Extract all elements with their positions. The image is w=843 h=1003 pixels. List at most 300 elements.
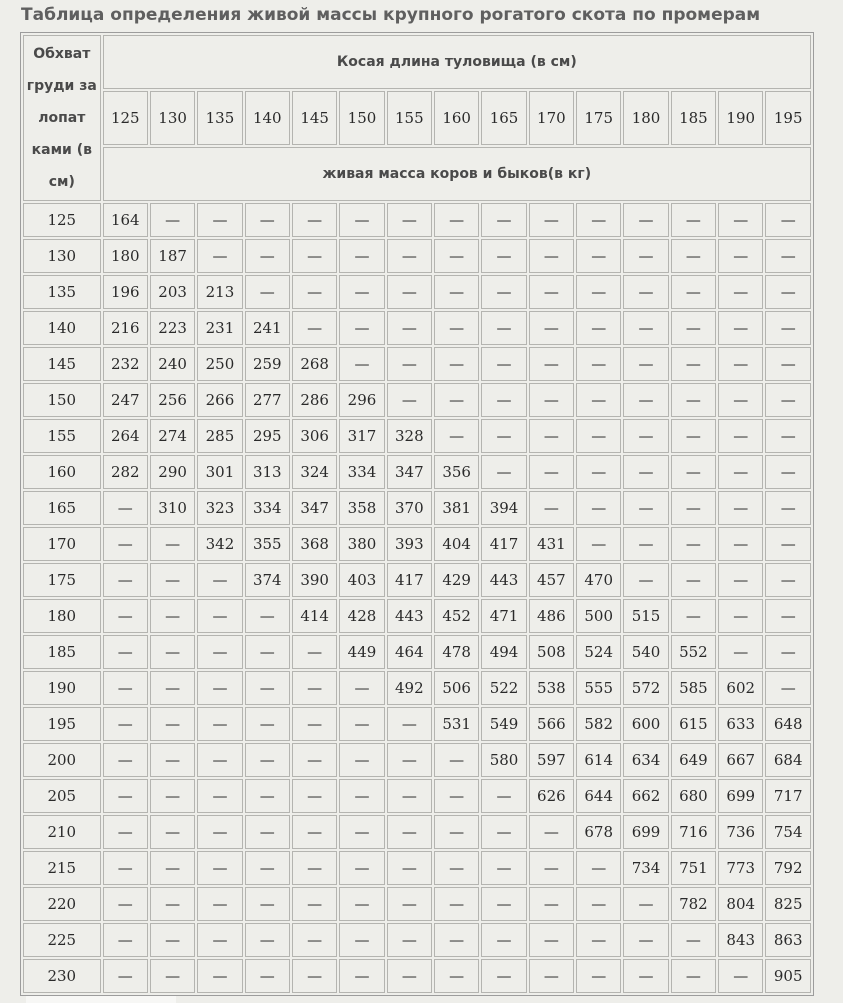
mass-cell: — [339, 959, 384, 993]
mass-cell: — [150, 815, 195, 849]
mass-cell: — [765, 419, 811, 453]
table-row [23, 851, 811, 885]
mass-cell: — [197, 815, 242, 849]
mass-cell: — [765, 563, 811, 597]
mass-cell: 649 [671, 743, 716, 777]
mass-cell: 585 [671, 671, 716, 705]
mass-cell: 381 [434, 491, 479, 525]
table-row [23, 239, 811, 273]
mass-cell: — [718, 419, 763, 453]
mass-cell: 355 [245, 527, 290, 561]
mass-cell: 317 [339, 419, 384, 453]
mass-cell: — [387, 275, 432, 309]
mass-cell: 626 [529, 779, 574, 813]
mass-cell: — [718, 635, 763, 669]
mass-cell: — [339, 203, 384, 237]
mass-cell: 306 [292, 419, 337, 453]
mass-cell: 717 [765, 779, 811, 813]
mass-cell: 492 [387, 671, 432, 705]
mass-cell: — [623, 563, 668, 597]
length-header-cell: 180 [623, 91, 668, 145]
mass-cell: — [434, 419, 479, 453]
mass-cell: — [718, 599, 763, 633]
mass-cell: — [718, 959, 763, 993]
mass-cell: — [387, 923, 432, 957]
mass-cell: — [529, 239, 574, 273]
mass-cell: — [529, 275, 574, 309]
mass-cell: — [671, 455, 716, 489]
mass-cell: 524 [576, 635, 621, 669]
mass-cell: 443 [481, 563, 526, 597]
mass-cell: 470 [576, 563, 621, 597]
mass-cell: — [671, 275, 716, 309]
mass-cell: 549 [481, 707, 526, 741]
mass-cell: 792 [765, 851, 811, 885]
length-header-cell: 135 [197, 91, 242, 145]
mass-cell: 431 [529, 527, 574, 561]
mass-cell: 274 [150, 419, 195, 453]
mass-cell: — [245, 851, 290, 885]
mass-cell: 452 [434, 599, 479, 633]
mass-cell: 324 [292, 455, 337, 489]
mass-cell: 736 [718, 815, 763, 849]
mass-cell: — [434, 815, 479, 849]
live-weight-table [20, 32, 814, 996]
mass-cell: — [103, 815, 148, 849]
girth-cell: 230 [23, 959, 101, 993]
length-header-cell: 160 [434, 91, 479, 145]
mass-cell: — [197, 671, 242, 705]
girth-cell: 125 [23, 203, 101, 237]
mass-header: живая масса коров и быков(в кг) [103, 147, 811, 201]
length-header-cell: 185 [671, 91, 716, 145]
mass-cell: — [576, 959, 621, 993]
mass-cell: — [576, 203, 621, 237]
mass-cell: — [481, 239, 526, 273]
mass-cell: 223 [150, 311, 195, 345]
mass-cell: — [339, 275, 384, 309]
mass-cell: — [292, 671, 337, 705]
mass-cell: — [197, 563, 242, 597]
girth-cell: 155 [23, 419, 101, 453]
header-row-length-values [23, 91, 811, 145]
mass-cell: — [623, 491, 668, 525]
mass-cell: 290 [150, 455, 195, 489]
mass-cell: — [718, 275, 763, 309]
girth-cell: 170 [23, 527, 101, 561]
mass-cell: 403 [339, 563, 384, 597]
mass-cell: 250 [197, 347, 242, 381]
mass-cell: 356 [434, 455, 479, 489]
mass-cell: — [576, 239, 621, 273]
mass-cell: — [292, 203, 337, 237]
girth-cell: 200 [23, 743, 101, 777]
length-header-cell: 170 [529, 91, 574, 145]
mass-cell: — [765, 455, 811, 489]
mass-cell: — [245, 815, 290, 849]
table-row [23, 923, 811, 957]
mass-cell: — [481, 275, 526, 309]
girth-cell: 190 [23, 671, 101, 705]
mass-cell: 684 [765, 743, 811, 777]
mass-cell: — [245, 671, 290, 705]
mass-cell: — [339, 815, 384, 849]
mass-cell: — [197, 779, 242, 813]
mass-cell: — [529, 203, 574, 237]
mass-cell: — [292, 239, 337, 273]
mass-cell: 782 [671, 887, 716, 921]
mass-cell: — [245, 743, 290, 777]
mass-cell: — [339, 923, 384, 957]
table-row [23, 563, 811, 597]
mass-cell: 264 [103, 419, 148, 453]
length-header-cell: 175 [576, 91, 621, 145]
mass-cell: — [103, 779, 148, 813]
mass-cell: 478 [434, 635, 479, 669]
mass-cell: — [434, 779, 479, 813]
mass-cell: — [671, 239, 716, 273]
mass-cell: 295 [245, 419, 290, 453]
mass-cell: — [197, 707, 242, 741]
mass-cell: — [150, 743, 195, 777]
mass-cell: 600 [623, 707, 668, 741]
length-header-cell: 165 [481, 91, 526, 145]
length-header-cell: 195 [765, 91, 811, 145]
mass-cell: — [292, 275, 337, 309]
mass-cell: 494 [481, 635, 526, 669]
girth-cell: 185 [23, 635, 101, 669]
mass-cell: — [150, 203, 195, 237]
mass-cell: 241 [245, 311, 290, 345]
mass-cell: 443 [387, 599, 432, 633]
mass-cell: 266 [197, 383, 242, 417]
mass-cell: 500 [576, 599, 621, 633]
mass-cell: 256 [150, 383, 195, 417]
mass-cell: — [197, 923, 242, 957]
mass-cell: — [481, 851, 526, 885]
mass-cell: — [434, 311, 479, 345]
mass-cell: — [765, 671, 811, 705]
mass-cell: — [339, 347, 384, 381]
mass-cell: — [623, 347, 668, 381]
mass-cell: 334 [339, 455, 384, 489]
mass-cell: — [481, 779, 526, 813]
mass-cell: 597 [529, 743, 574, 777]
header-row-length [23, 35, 811, 89]
mass-cell: — [292, 815, 337, 849]
mass-cell: 301 [197, 455, 242, 489]
mass-cell: 699 [623, 815, 668, 849]
mass-cell: — [481, 455, 526, 489]
mass-cell: — [529, 491, 574, 525]
mass-cell: — [671, 203, 716, 237]
mass-cell: — [103, 851, 148, 885]
mass-cell: — [623, 239, 668, 273]
mass-cell: — [387, 239, 432, 273]
mass-cell: — [718, 203, 763, 237]
mass-cell: 358 [339, 491, 384, 525]
mass-cell: — [103, 491, 148, 525]
mass-cell: — [150, 959, 195, 993]
mass-cell: 464 [387, 635, 432, 669]
mass-cell: — [481, 419, 526, 453]
mass-cell: — [671, 311, 716, 345]
mass-cell: — [387, 707, 432, 741]
mass-cell: — [623, 959, 668, 993]
mass-cell: — [103, 563, 148, 597]
mass-cell: — [103, 671, 148, 705]
mass-cell: — [623, 383, 668, 417]
mass-cell: 404 [434, 527, 479, 561]
mass-cell: — [765, 599, 811, 633]
mass-cell: 662 [623, 779, 668, 813]
mass-cell: — [292, 887, 337, 921]
mass-cell: — [245, 203, 290, 237]
mass-cell: 716 [671, 815, 716, 849]
mass-cell: — [576, 347, 621, 381]
mass-cell: — [671, 347, 716, 381]
mass-cell: 334 [245, 491, 290, 525]
mass-cell: — [718, 347, 763, 381]
mass-cell: — [197, 959, 242, 993]
mass-cell: 540 [623, 635, 668, 669]
mass-cell: — [387, 815, 432, 849]
mass-cell: 522 [481, 671, 526, 705]
mass-cell: 566 [529, 707, 574, 741]
mass-cell: 751 [671, 851, 716, 885]
mass-cell: 323 [197, 491, 242, 525]
mass-cell: — [529, 383, 574, 417]
mass-cell: — [529, 851, 574, 885]
mass-cell: — [103, 707, 148, 741]
mass-cell: 734 [623, 851, 668, 885]
mass-cell: — [197, 743, 242, 777]
mass-cell: — [292, 707, 337, 741]
header-row-mass [23, 147, 811, 201]
table-row [23, 887, 811, 921]
mass-cell: — [671, 419, 716, 453]
mass-cell: — [765, 491, 811, 525]
table-row [23, 779, 811, 813]
girth-cell: 150 [23, 383, 101, 417]
mass-cell: 449 [339, 635, 384, 669]
mass-cell: — [150, 671, 195, 705]
mass-cell: — [623, 275, 668, 309]
girth-cell: 135 [23, 275, 101, 309]
mass-cell: — [623, 923, 668, 957]
table-container [20, 32, 814, 996]
table-row [23, 671, 811, 705]
mass-cell: — [245, 923, 290, 957]
mass-cell: 457 [529, 563, 574, 597]
mass-cell: — [387, 383, 432, 417]
mass-cell: — [339, 779, 384, 813]
mass-cell: — [245, 239, 290, 273]
mass-cell: — [529, 455, 574, 489]
length-header-cell: 150 [339, 91, 384, 145]
mass-cell: — [529, 419, 574, 453]
mass-cell: 615 [671, 707, 716, 741]
mass-cell: 582 [576, 707, 621, 741]
mass-cell: — [576, 311, 621, 345]
mass-cell: 368 [292, 527, 337, 561]
table-row [23, 203, 811, 237]
mass-cell: 213 [197, 275, 242, 309]
mass-cell: — [150, 923, 195, 957]
mass-cell: — [339, 887, 384, 921]
mass-cell: — [292, 743, 337, 777]
corner-header-chest-girth: Обхват груди за лопат ками (в см) [23, 35, 101, 201]
mass-cell: — [150, 527, 195, 561]
mass-cell: — [245, 635, 290, 669]
mass-cell: — [718, 311, 763, 345]
mass-cell: — [387, 311, 432, 345]
mass-cell: — [623, 887, 668, 921]
mass-cell: — [339, 743, 384, 777]
table-row [23, 275, 811, 309]
mass-cell: — [576, 383, 621, 417]
mass-cell: 555 [576, 671, 621, 705]
mass-cell: 268 [292, 347, 337, 381]
mass-cell: — [671, 959, 716, 993]
mass-cell: 506 [434, 671, 479, 705]
mass-cell: — [481, 203, 526, 237]
mass-cell: — [292, 779, 337, 813]
table-row [23, 347, 811, 381]
length-header-cell: 155 [387, 91, 432, 145]
mass-cell: — [339, 707, 384, 741]
mass-cell: 328 [387, 419, 432, 453]
mass-cell: — [481, 923, 526, 957]
mass-cell: 232 [103, 347, 148, 381]
mass-cell: 347 [292, 491, 337, 525]
mass-cell: 428 [339, 599, 384, 633]
mass-cell: 429 [434, 563, 479, 597]
mass-cell: 374 [245, 563, 290, 597]
mass-cell: — [529, 311, 574, 345]
mass-cell: 180 [103, 239, 148, 273]
length-header-cell: 125 [103, 91, 148, 145]
mass-cell: 231 [197, 311, 242, 345]
mass-cell: — [103, 923, 148, 957]
mass-cell: — [434, 923, 479, 957]
mass-cell: — [150, 779, 195, 813]
mass-cell: — [576, 527, 621, 561]
girth-cell: 175 [23, 563, 101, 597]
mass-cell: 203 [150, 275, 195, 309]
mass-cell: — [671, 599, 716, 633]
mass-cell: — [718, 527, 763, 561]
mass-cell: — [765, 527, 811, 561]
mass-cell: 804 [718, 887, 763, 921]
girth-cell: 225 [23, 923, 101, 957]
mass-cell: — [434, 851, 479, 885]
mass-cell: — [103, 743, 148, 777]
mass-cell: — [434, 887, 479, 921]
table-row [23, 635, 811, 669]
mass-cell: — [387, 959, 432, 993]
mass-cell: — [576, 491, 621, 525]
mass-cell: 843 [718, 923, 763, 957]
mass-cell: — [718, 563, 763, 597]
mass-cell: — [481, 887, 526, 921]
mass-cell: — [292, 635, 337, 669]
mass-cell: 310 [150, 491, 195, 525]
table-row [23, 743, 811, 777]
length-header-cell: 130 [150, 91, 195, 145]
mass-cell: — [765, 347, 811, 381]
mass-cell: — [529, 887, 574, 921]
mass-cell: — [765, 635, 811, 669]
girth-cell: 145 [23, 347, 101, 381]
girth-cell: 210 [23, 815, 101, 849]
mass-cell: — [150, 599, 195, 633]
mass-cell: 259 [245, 347, 290, 381]
girth-cell: 130 [23, 239, 101, 273]
mass-cell: — [387, 203, 432, 237]
mass-cell: 247 [103, 383, 148, 417]
mass-cell: — [292, 923, 337, 957]
table-row [23, 815, 811, 849]
mass-cell: — [529, 815, 574, 849]
mass-cell: 572 [623, 671, 668, 705]
mass-cell: 680 [671, 779, 716, 813]
mass-cell: 538 [529, 671, 574, 705]
mass-cell: 347 [387, 455, 432, 489]
mass-cell: 240 [150, 347, 195, 381]
girth-cell: 205 [23, 779, 101, 813]
mass-cell: 471 [481, 599, 526, 633]
table-row [23, 419, 811, 453]
mass-cell: — [529, 959, 574, 993]
mass-cell: — [576, 455, 621, 489]
mass-cell: — [434, 239, 479, 273]
mass-cell: 633 [718, 707, 763, 741]
table-row [23, 383, 811, 417]
mass-cell: — [245, 779, 290, 813]
mass-cell: 905 [765, 959, 811, 993]
mass-cell: — [481, 815, 526, 849]
mass-cell: 773 [718, 851, 763, 885]
mass-cell: — [576, 275, 621, 309]
mass-cell: — [718, 383, 763, 417]
mass-cell: — [387, 743, 432, 777]
mass-cell: — [339, 311, 384, 345]
girth-cell: 180 [23, 599, 101, 633]
mass-cell: — [387, 851, 432, 885]
girth-cell: 195 [23, 707, 101, 741]
mass-cell: 196 [103, 275, 148, 309]
mass-cell: 508 [529, 635, 574, 669]
mass-cell: 277 [245, 383, 290, 417]
mass-cell: 531 [434, 707, 479, 741]
mass-cell: 417 [481, 527, 526, 561]
table-row [23, 707, 811, 741]
mass-cell: 863 [765, 923, 811, 957]
mass-cell: — [481, 383, 526, 417]
mass-cell: — [718, 455, 763, 489]
mass-cell: — [292, 959, 337, 993]
mass-cell: — [576, 923, 621, 957]
mass-cell: — [150, 563, 195, 597]
table-row [23, 527, 811, 561]
mass-cell: 370 [387, 491, 432, 525]
mass-cell: 380 [339, 527, 384, 561]
mass-cell: — [718, 491, 763, 525]
mass-cell: — [765, 239, 811, 273]
mass-cell: — [765, 203, 811, 237]
mass-cell: — [103, 599, 148, 633]
